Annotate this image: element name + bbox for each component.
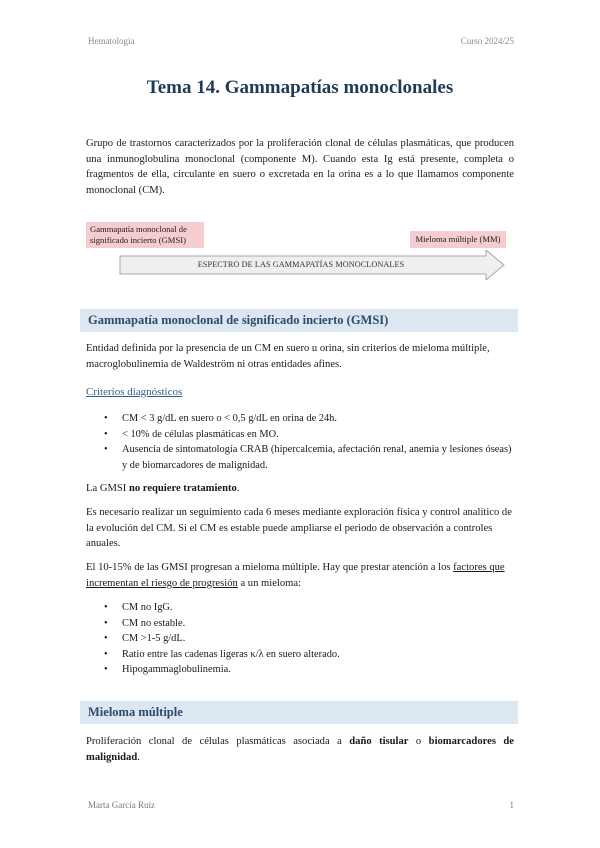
list-item: • < 10% de células plasmáticas en MO. <box>104 428 279 440</box>
footer-author: Marta García Ruiz <box>88 800 155 810</box>
page-number: 1 <box>509 800 514 810</box>
intro-paragraph: Grupo de trastornos caracterizados por la proliferación clonal de células plasmáticas, que producen una inmunoglobulina monoclonal (componente M). Cuando esta Ig está presente, completa o fragmentos de ella, circulante en suero o excretada en la orina es a lo que llamamos componente monoclonal (CM). <box>86 138 514 196</box>
criteria-heading: Criterios diagnósticos <box>86 386 183 398</box>
header-course: Curso 2024/25 <box>460 36 514 46</box>
spectrum-diagram <box>86 222 516 282</box>
spectrum-arrow-label: ESPECTRO DE LAS GAMMAPATÍAS MONOCLONALES <box>197 260 405 269</box>
header-subject: Hematología <box>88 36 135 46</box>
followup-paragraph: Es necesario realizar un seguimiento cada 6 meses mediante exploración física y control analítico de la evolución del CM. Si el CM es estable puede ampliarse el periodo de observación a controles anuales. <box>86 507 512 549</box>
list-item: • CM no estable. <box>104 617 186 629</box>
list-item: • Ausencia de sintomatología CRAB (hipercalcemia, afectación renal, anemia y lesiones óseas) y de biomarcadores de malignidad. <box>104 444 512 471</box>
list-item: • Hipogammaglobulinemia. <box>104 664 231 675</box>
mm-box: Mieloma múltiple (MM) <box>410 231 506 248</box>
page-header <box>88 36 514 50</box>
list-item: • CM < 3 g/dL en suero o < 0,5 g/dL en orina de 24h. <box>104 413 337 424</box>
page-title: Tema 14. Gammapatías monoclonales <box>146 77 454 98</box>
list-item: • CM no IgG. <box>104 602 173 613</box>
progression-paragraph: El 10-15% de las GMSI progresan a mieloma múltiple. Hay que prestar atención a los factores que incrementan el riesgo de progresión a un mieloma: <box>86 562 505 589</box>
criteria-list <box>100 411 512 473</box>
gmsi-definition: Entidad definida por la presencia de un CM en suero u orina, sin criterios de mieloma múltiple, macroglobulinemia de Waldeström ni otras entidades afines. <box>86 343 490 370</box>
list-item: • CM >1-5 g/dL. <box>104 633 186 644</box>
section-heading-gmsi: Gammapatía monoclonal de significado incierto (GMSI) <box>80 309 518 332</box>
risk-factor-list <box>100 600 512 678</box>
mm-intro: Proliferación clonal de células plasmáticas asociada a daño tisular o biomarcadores de malignidad. <box>86 736 514 763</box>
list-item: • Ratio entre las cadenas ligeras κ/λ en suero alterado. <box>104 648 340 660</box>
section-heading-mm: Mieloma múltiple <box>80 701 518 724</box>
gmsi-box: Gammapatía monoclonal de significado incierto (GMSI) <box>86 222 204 248</box>
treatment-note: La GMSI no requiere tratamiento. <box>86 483 240 494</box>
